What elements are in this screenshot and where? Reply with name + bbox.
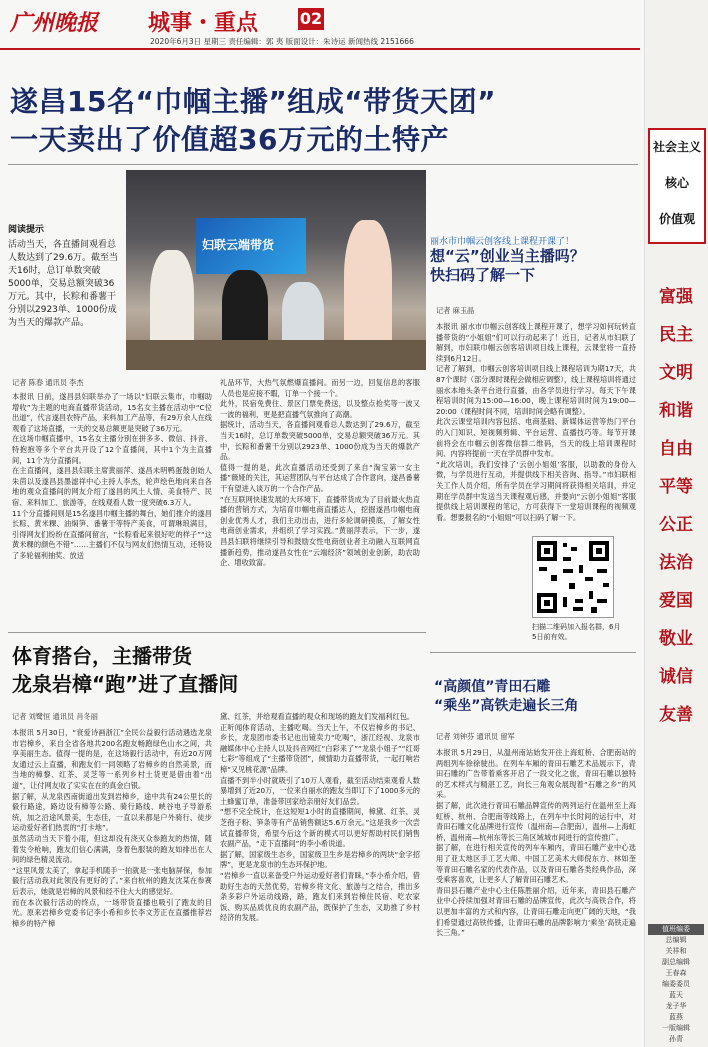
sports-divider (8, 632, 426, 633)
editor-credits (648, 924, 704, 1045)
editor-line: 王春森 (665, 969, 687, 977)
qr-code-graphic (533, 537, 613, 617)
reading-tip-text: 活动当天，各直播间观看总人数达到了29.6万。截至当天16时，总订单数突破5000单，交易总额突破36万元。其中，长粽和番薯干分别以2923单、1000份成为当天的爆款产品。 (8, 240, 119, 328)
value-item: 自由 (659, 439, 693, 459)
value-item: 法治 (659, 553, 693, 573)
course-article: 本报讯 丽水市巾帼云创客线上课程开课了，想学习如何玩转直播带货的“小姐姐”们可以行动起来了！近日，记者从市妇联了解到，市妇联巾帼云创客培训项目线上课程，云课堂将一直持续到6月12日。 记者了解到，巾帼云创客培训项目线上课程培训为期17天，共87个课时（部分课时课程会做相应调整），线上课程培训将通过丽水本地头条平台进行直播，由各学员进行学习。每天下午课程培训时间为15:00—16:00，晚上课程培训时间为19:00—20:00（课程时间不同，培训时间会略有调整）。 此次云课堂培训内容包括、电商基础、新媒体运营等热门平台的入门知识、短视频剪辑、平台运营、直播技巧等。每节开课前将会在巾帼云创客微信群二维码，当天的线上培训课程时间、内容将提前一天在学员群中发布。 “此次培训，我们安排了‘云创小姐姐’客服，以助教的身份入微，与学员进行互动，并提供线下相关咨询、指导。”市妇联相关工作人员介绍，所有学员在学习期间将获得相关培训，并定期在学员群中发送当天课程观后感，并要向“云创小姐姐”客服提供线上培训课程的笔记，方可获得下一堂培训课程的视频观看。想要报名的“小姐姐”可以扫码了解一下。 (436, 322, 636, 522)
stream-screen-text: 妇联云端带货 (202, 238, 275, 252)
lead-article-col1: 本报讯 日前，遂昌县妇联举办了一场以“妇联云集市，巾帼助增收”为主题的电商直播带货活动，15名女主播在活动中“C位出道”，代言遂昌农特产品，来料加工产品等，有29万余人在线观看了这场直播，一天的交易总额更是突破了36万元。 在这场巾帼直播中，15名女主播分别在拼多多、微信、抖音、特抱抱等多个平台共开设了12个直播间，其中1个为主直播间，11个为分直播间。 在主直播间，遂昌县妇联主席黄丽萍、遂昌未明鸭蛋鼓创始人朱茵以及遂昌县墨滤祥中心主持人李杰，轮声绘色地向来自各地的观众直播间的网友介绍了遂昌的风土人情、美食特产、民宿、来料加工、旅游等，在线观看人数一度突破6.3万人。 11个分直播间则是15名遂昌巾帼主播的舞台，她们推介的遂昌长粽、黄米粿、油焖笋、番薯干等特产美食，可谓琳琅满目，引得网友们纷纷在直播间留言，“长粽看起来很好吃的样子”“这黄米粿的颜色不错”……主播们不仅与网友们热情互动，还特设了多轮福利抽奖、放送 (12, 392, 212, 560)
right-divider (430, 652, 636, 653)
editor-line: 编委委员 (662, 980, 690, 988)
lead-article-col2: 礼品环节，大热气氛燃爆直播间。而另一边，回复信息的客服人员也是应接不暇，订单一个接一个。 此外，民宿免费住、景区门票免费送，以及整点抢奖等一波又一波的福利，更是把直播气氛推向了高潮。 据统计，活动当天，各直播间观看总人数达到了29.6万，截至当天16时，总订单数突破5000单，交易总额突破36万元。其中，长粽和番薯干分别以2923单、1000份成为当天的爆款产品。 值得一提的是，此次直播活动还受到了来自“淘宝第一女主播”薇娅的关注，其运营团队与平台达成了合作意向，遂昌番薯干有望进入谈万的一个合作产品。 “在互联网快速发展的大环境下，直播带货成为了目前最火热直播的营销方式，为培育巾帼电商直播达人，挖掘遂昌巾帼电商创业优秀人才，我们主动出击，进行多轮调研摸底，了解女性电商创业需求，并组织了学习实践。”黄丽萍表示，下一步，遂昌县妇联将继续引导和鼓励女性电商创业者主动融入互联网直播新趋势，推动遂昌女性在“云端经济”领域创业创新，助农助企、增收致富。 (220, 378, 420, 568)
value-item: 平等 (659, 477, 693, 497)
product-table (126, 340, 426, 370)
value-item: 爱国 (659, 591, 693, 611)
reading-tip-title: 阅读提示 (8, 225, 45, 235)
core-values-slogan (648, 128, 706, 244)
host-figure (222, 270, 268, 350)
editor-line: 一版编辑 (662, 1024, 690, 1032)
stone-article: 本报讯 5月29日，从温州南站始发开往上海虹桥、合肥南站的两组列车徐徐驶出。在列车车厢的青田石雕艺术品展示下，青田石雕的广告带着乘客开启了一段文化之旅，青田石雕以独特的艺术样式与精湛工艺，向长三角观众展现着“石雕之乡”的风采。 据了解，此次进行青田石雕品牌宣传的两列运行在温州至上海虹桥、杭州、合肥南等线路上，在列车中长时间的运行中，对青田石雕文化品牌进行宣传（温州南—合肥南），温州—上海虹桥，温州南—杭州东等长三角区域城市间进行的宣传推广。 据了解，在进行相关宣传的列车车厢内，青田石雕产业中心选用了亚太地区手工艺大师、中国工艺美术大师倪东方、林如奎等青田石雕名家的代表作品，以及青田石雕各类经典作品，深受乘客喜欢，让更多人了解青田石雕艺术。 青田县石雕产业中心主任陈胜丽介绍，近年来，青田县石雕产业中心持续加强对青田石雕的品牌宣传，此次与高铁合作，将以更加丰富的方式和内容，让青田石雕走向更广阔的天地，“我们希望通过高铁传播，让青田石雕的品牌影响力‘乘坐’高铁走遍长三角。” (436, 748, 636, 938)
course-byline: 记者 麻玉晶 (436, 306, 475, 315)
slogan-line: 价值观 (658, 212, 695, 226)
host-figure (344, 220, 392, 360)
stone-headline-line2: “乘坐”高铁走遍长三角 (434, 698, 579, 714)
editor-line: 值班编委 (648, 924, 704, 935)
value-item: 和谐 (659, 401, 693, 421)
slogan-line: 核心 (664, 176, 689, 190)
sports-headline-line1: 体育搭台，主播带货 (12, 644, 192, 668)
course-headline-line2: 快扫码了解一下 (430, 266, 536, 284)
stone-header (434, 678, 634, 716)
editor-line: 蓝天 (669, 991, 683, 999)
course-kicker: 丽水市巾帼云创客线上课程开课了！ (430, 237, 575, 247)
reading-tip-box (8, 222, 120, 352)
sports-headline-line2: 龙泉岩樟“跑”进了直播间 (12, 672, 239, 696)
value-item: 友善 (659, 705, 693, 725)
slogan-line: 社会主义 (652, 140, 701, 154)
course-headline-line1: 想“云”创业当主播吗？ (430, 247, 585, 265)
value-item: 富强 (659, 287, 693, 307)
editor-line: 总编辑 (665, 936, 687, 944)
page-number: 02 (299, 9, 323, 28)
stone-byline: 记者 刘钟芬 通讯员 留军 (436, 732, 515, 741)
newspaper-logo: 广州晚报 (10, 10, 99, 36)
value-item: 敬业 (659, 629, 693, 649)
core-values-list (648, 282, 704, 738)
course-header (430, 234, 636, 285)
masthead (0, 0, 640, 46)
stream-screen (196, 218, 306, 274)
editor-line: 孙青 (669, 1035, 683, 1043)
lead-headline-line2: 一天卖出了价值超36万元的土特产 (10, 123, 449, 156)
value-item: 公正 (659, 515, 693, 535)
lead-byline: 记者 陈春 通讯员 李杰 (12, 378, 84, 387)
qr-code[interactable] (532, 536, 614, 618)
editor-line: 关祥和 (665, 947, 687, 955)
editor-line: 龙子华 (665, 1002, 687, 1010)
editor-line: 蓝燕 (669, 1013, 683, 1021)
value-item: 文明 (659, 363, 693, 383)
sports-article-col1: 本报讯 5月30日，“衰爱诗画浙江”全民公益毅行活动遇选龙泉市岩樟乡，来自全省各地共200名跑友畅跑绿色山水之间，共享美丽生态。值得一提的是，在这场毅行活动中，有近20万网友通过云上直播，和跑友们一同领略了岩樟乡的自然美景，而当地的樟黎、红茶、灵芝等一系列乡村土货更是借由着“出道”，让付网友收了实实在在的真金白银。 据了解，从龙泉西南街道出发到岩樟乡，途中共有24公里长的毅行路途，路边设有樟等公路、骑行路线、峡谷电子导游系统，加之沿途风景美，生态佳，一直以来都是户外骑行、徒步运动爱好者们热衷的“打卡地”。 虽然活动当天下着小雨，但这却没有浇灭众参跑友的热情，随着发令枪响，跑友们信心满满，身着色服装的跑友如排出在人间的绿色精灵流动。 “这里风景太美了，拿起手机随手一拍就是一张电脑屏保，参加毅行活动我对此领没有更好的了。”来自杭州的跑友沈某在参赛后表示，她就是岩樟的风景和经不住大大的感觉好。 而在本次毅行活动的终点，一场带货直播也吸引了跑友的目光。原来岩樟乡党委书记李小希和乡长李文芳正在直播推荐岩樟乡的特产樟 (12, 728, 212, 928)
lead-headline-line1: 遂昌15名“巾帼主播”组成“带货天团” (10, 85, 497, 118)
value-item: 民主 (659, 325, 693, 345)
qr-caption: 扫描二维码加入报名群，6月5日前有效。 (532, 623, 621, 641)
issue-meta: 2020年6月3日 星期三 责任编辑：郭 夷 版面设计：朱诗运 新闻热线 2151666 (150, 37, 414, 46)
livestream-photo (126, 170, 426, 370)
headline-divider (8, 164, 638, 165)
stone-headline-line1: “高颜值”青田石雕 (434, 679, 551, 695)
masthead-rule (0, 48, 640, 50)
sports-article-col2: 黛、红茶，并给观看直播的观众和现场的跑友们发福利红包。 正听闻体育活动，主播吃喝。当天上午，不仅岩樟乡的书记、乡长，龙泉团市委书记也出镜卖力“吃喝”，浙江经视、龙泉市融媒体中心主持人以及抖音网红“白彩来了”“龙泉小姐子”“红哥七彩”等组成了“主播带货团”，倾情助力直播带货，一起打响岩樟“又见桃花源”品牌。 直播不到半小时就吸引了10万人观看，截至活动结束观看人数暴增到了近20万，一位来自丽水的跑友当即订下了1000多元的土蜂蜜订单，准备带回家给亲朋好友们品尝。 “想不完全统计，在这短短1小时的直播期间，樟黛、红茶、灵芝孢子粉、笋条等有产品销售额达5.6万余元。”这是我乡一次尝试直播带货，希望今后这个新的模式可以更好帮助村民们销售农副产品，“走下直播间”的李小希说道。 据了解，国家级生态乡，国家级卫生乡是岩樟乡的两块“金字招牌”，更是龙泉市的生态环保护地。 “岩樟乡一直以来备受户外运动爱好者们青睐，”李小希介绍，借助好生态的天然优势，岩樟乡将文化、旅游与之结合，推出多条多彩户外运动线路，路，跑友们来到岩樟住民宿、吃农家饭、购买品质优良的农副产品，既保护了生态，又助推了乡村经济的发展。 (220, 712, 420, 923)
editor-line: 副总编辑 (662, 958, 690, 966)
value-item: 诚信 (659, 667, 693, 687)
sports-byline: 记者 刘鹭恒 通讯员 肖冬丽 (12, 712, 98, 721)
section-title: 城事・重点 (148, 11, 259, 36)
